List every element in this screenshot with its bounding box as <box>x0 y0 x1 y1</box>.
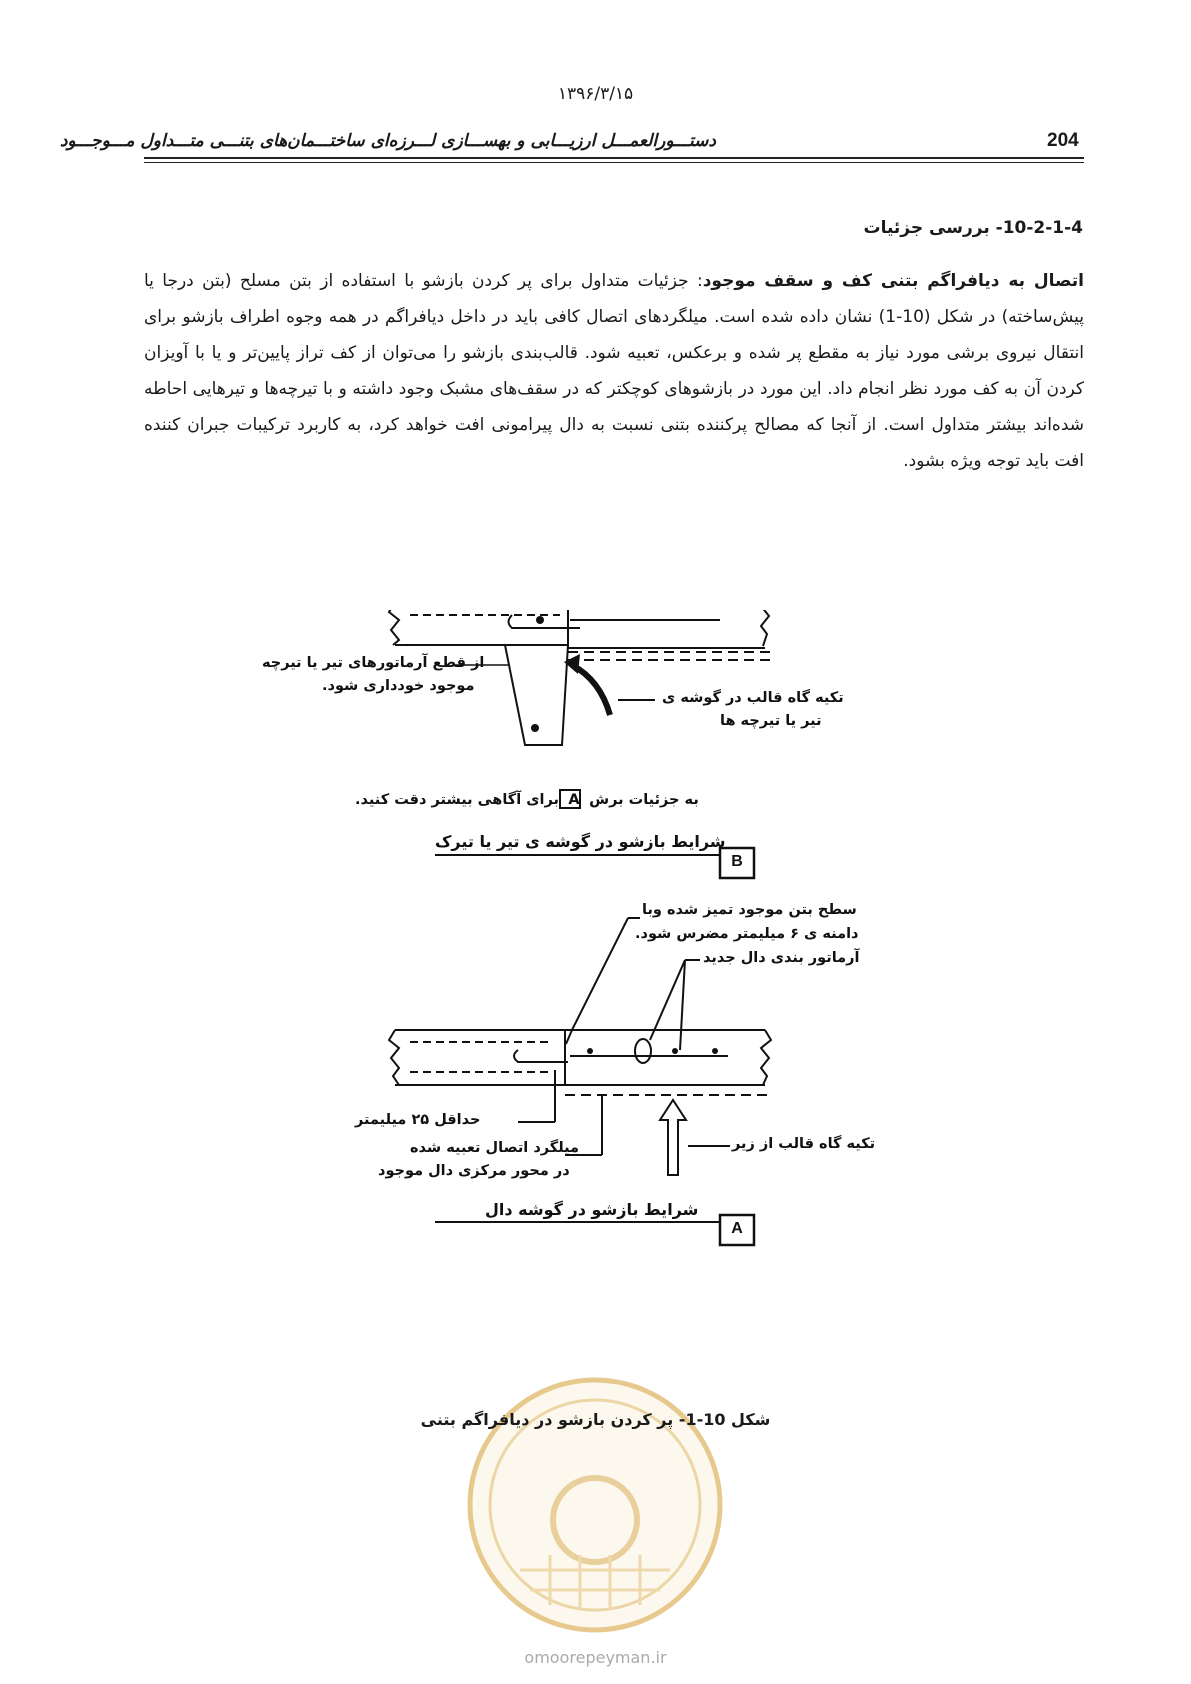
label-form-support-corner-1: تکیه گاه قالب در گوشه ی <box>662 690 844 706</box>
label-surface-1: سطح بتن موجود تمیز شده وبا <box>642 902 857 918</box>
detail-b-title: شرایط بازشو در گوشه ی تیر یا تیرک <box>435 832 726 851</box>
label-min-25mm: حداقل ۲۵ میلیمتر <box>355 1112 481 1128</box>
detail-a-title: شرایط بازشو در گوشه دال <box>485 1200 699 1219</box>
detail-b-letter: B <box>731 853 743 870</box>
figure-drawing <box>250 610 930 1340</box>
label-form-support-corner-2: تیر یا تیرچه ها <box>720 713 822 729</box>
detail-a-letter: A <box>731 1220 743 1237</box>
label-form-support-below: تکیه گاه قالب از زیر <box>732 1136 876 1152</box>
label-beam-rebar-1: از قطع آرماتورهای تیر یا تیرچه <box>262 655 485 671</box>
header-rule-thick <box>144 157 1084 159</box>
note-see-section <box>355 792 699 808</box>
label-dowel-2: در محور مرکزی دال موجود <box>378 1163 570 1179</box>
label-surface-2: دامنه ی ۶ میلیمتر مضرس شود. <box>635 926 859 942</box>
note-post: برای آگاهی بیشتر دقت کنید. <box>355 792 559 808</box>
note-pre: به جزئیات برش <box>589 792 699 808</box>
label-new-slab-rebar: آرماتور بندی دال جدید <box>703 950 860 966</box>
header-rule-thin <box>144 162 1084 163</box>
running-header-title: دستـــورالعمـــل ارزیـــابی و بهســـازی لـــرزه‌ای ساختـــمان‌های بتنـــی متـــداول مـــوجـــود <box>59 131 716 151</box>
section-heading: 10-2-1-4- بررسی جزئیات <box>863 218 1083 238</box>
label-dowel-1: میلگرد اتصال تعبیه شده <box>410 1140 580 1156</box>
body-paragraph <box>144 263 1084 479</box>
paragraph-lead: اتصال به دیافراگم بتنی کف و سقف موجود <box>702 271 1085 291</box>
watermark-url: omoorepeyman.ir <box>524 1648 667 1667</box>
label-beam-rebar-2: موجود خودداری شود. <box>322 678 475 694</box>
page-number: 204 <box>1047 130 1079 151</box>
page-date: ۱۳۹۶/۳/۱۵ <box>557 84 634 104</box>
figure-10-1 <box>250 610 930 1340</box>
figure-caption: شکل 10-1- پر کردن بازشو در دیافراگم بتنی <box>420 1410 771 1429</box>
paragraph-text: : جزئیات متداول برای پر کردن بازشو با استفاده از بتن مسلح (بتن درجا یا پیش‌ساخته) در شکل (10-1) نشان داده شده است. میلگردهای اتصال کافی باید در داخل دیافراگم در همه وجوه اطراف بازشو برای انتقال نیروی برشی مورد نیاز به مقطع پر شده و برعکس، تعبیه شود. قالب‌بندی بازشو را می‌توان از کف تراز پایین‌تر و یا با آویزان کردن آن به کف مورد نظر انجام داد. این مورد در بازشوهای کوچکتر که در سقف‌های مشبک وجود داشته و با تیرچه‌ها و تیرهایی احاطه شده‌اند بیشتر متداول است. از آنجا که مصالح پرکننده بتنی نسبت به دال پیرامونی افت خواهد کرد، به کاربرد ترکیبات جبران کننده افت باید توجه ویژه بشود. <box>144 271 1084 471</box>
note-box-letter: A <box>568 792 580 808</box>
